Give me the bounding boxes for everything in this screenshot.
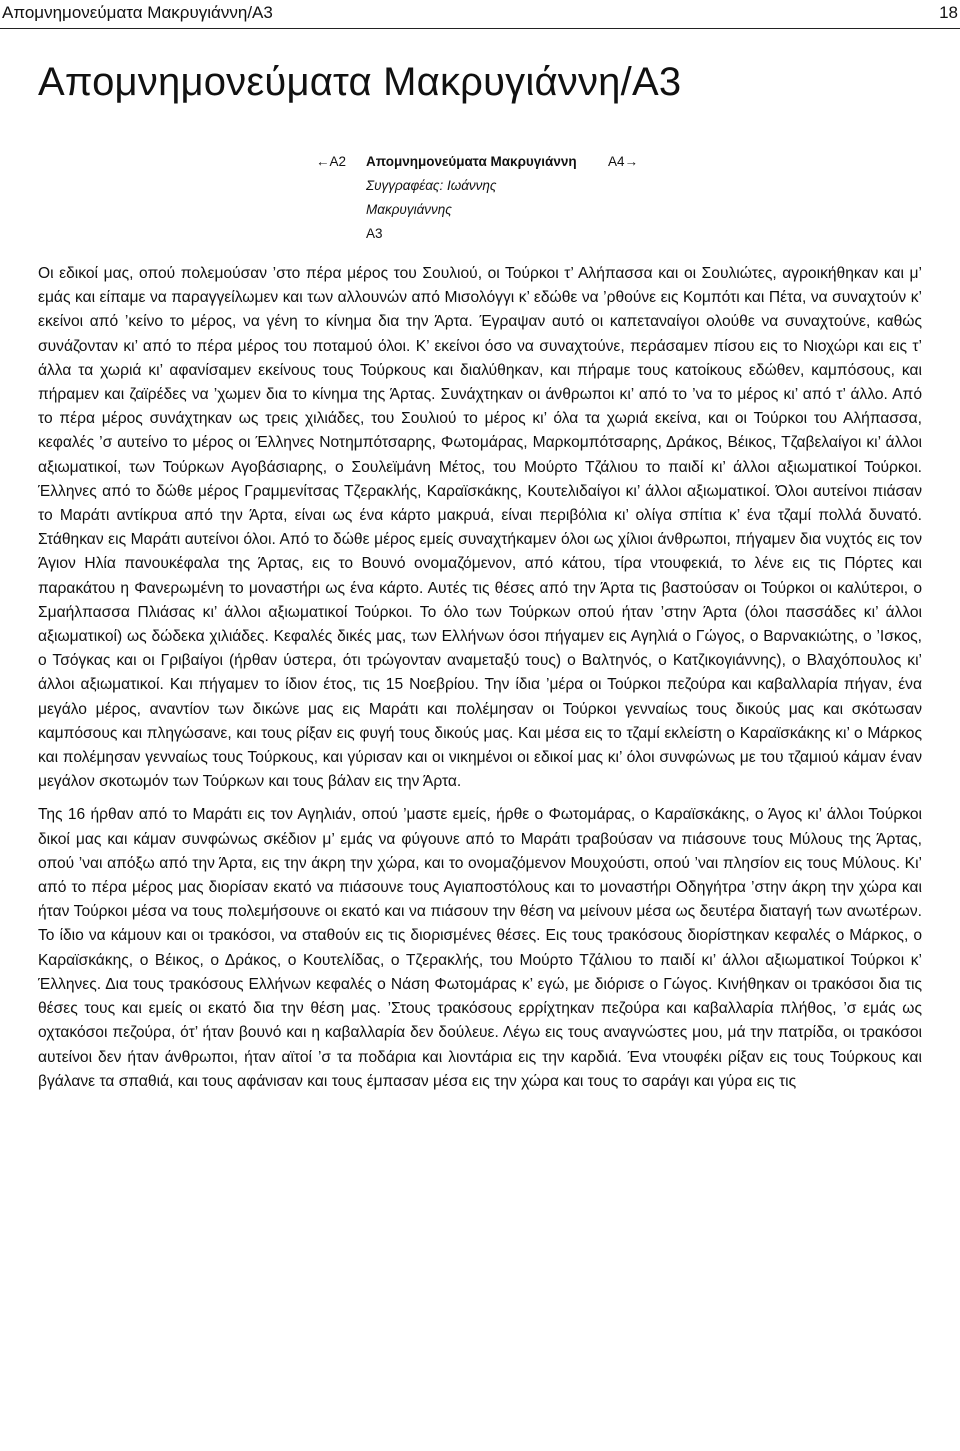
- work-title: Απομνημονεύματα Μακρυγιάννη: [366, 154, 577, 169]
- running-title: Απομνημονεύματα Μακρυγιάννη/Α3: [2, 3, 273, 22]
- next-chapter-link[interactable]: Α4→: [608, 154, 639, 169]
- page-title: Απομνημονεύματα Μακρυγιάννη/Α3: [38, 60, 682, 104]
- body-text: [38, 262, 922, 1103]
- author-label: Συγγραφέας: Ιωάννης: [366, 178, 497, 193]
- page-header: [0, 0, 960, 29]
- chapter-navigation: [316, 150, 716, 246]
- paragraph: Της 16 ήρθαν από το Μαράτι εις τον Αγηλιάν, οπού ’μαστε εμείς, ήρθε ο Φωτομάρας, ο Καραϊσκάκης, ο Άγος κι’ άλλοι Τούρκοι δικοί μας και κάμαν συνφώνως σκέδιον μ’ εμάς να φύγουνε από το Μαράτι τραβούσαν να πιάσουνε τους Μύλους της Άρτας, οπού ’ναι απόξω από την Άρτα, εις την άκρη την χώρα, και το ονομαζόμενον Μουχούστι, οπού ’ναι πλησίον εις τους Μύλους. Κι’ από το πέρα μέρος μας διορίσαν εκατό να πιάσουνε τους Αγιαποστόλους και το μοναστήρι Οδηγήτρα ’στην άκρη την χώρα και ήταν Τούρκοι μέσα να τους πολεμήσουνε οι εκατό και να πιάσουν την θέση να μείνουν μέσα ως δευτέρα διαταγή των ανωτέρων. Το ίδιο να κάμουν και οι τρακόσοι, να σταθούν εις τις διορισμένες θέσες. Εις τους τρακόσους διορίστηκαν κεφαλές ο Μάρκος, ο Καραϊσκάκης, ο Βέικος, ο Δράκος, ο Κουτελίδας, ο Τζερακλής, του Μούρτο Τζάλιου το παιδί κι’ άλλοι αξιωματικοί Τούρκοι κ’ Έλληνες. Δια τους τρακόσους Ελλήνων κεφαλές ο Νάση Φωτομάρας κ’ εγώ, με διόρισε ο Γώγος. Κινήθηκαν οι τρακόσοι δια τις θέσες τους και εμείς οι εκατό δια την θέση μας. ’Στους τρακόσους ερρίχτηκαν πεζούρα και καβαλλαρία πλήθος, ’σ εμάς ως οχτακόσοι πεζούρα, ότ’ ήταν βουνό και η καβαλλαρία δεν δούλευε. Λέγω εις τους αναγνώστες μου, μά την πατρίδα, οι τρακόσοι αυτείνοι δεν ήταν άνθρωποι, ήταν αϊτοί ’σ τα ποδάρια και λιοντάρια εις την καρδιά. Ένα ντουφέκι ρίξαν εις τους Τούρκους και βγάλανε τα σπαθιά, και τους αφάνισαν και τους έμπασαν μέσα εις την χώρα και τους το σαράγι και γύρα εις τις: [38, 806, 922, 1090]
- paragraph: Οι εδικοί μας, οπού πολεμούσαν ’στο πέρα μέρος του Σουλιού, οι Τούρκοι τ’ Αλήπασσα και οι Σουλιώτες, αγροικήθηκαν και μ’ εμάς και είπαμε να παραγγείλωμεν και των αλλουνών από Μισολόγγι κ’ εδώθε να ’ρθούνε εις Κομπότι και Πέτα, να συναχτούν κ’ εκείνοι από ’κείνο το μέρος, να γένη το κίνημα δια την Άρτα. Έγραψαν αυτό οι καπεταναίγοι ολούθε να συναχτούνε, καθώς συνάζονταν κι’ από το πέρα μέρος του ποταμού όλοι. Κ’ εκείνοι όσο να συναχτούνε, περάσαμεν πίσου εις το Νιοχώρι και εις τ’ άλλα τα χωριά κι’ αφανίσαμεν εκείνους τους Τούρκους και διαλύθηκαν, και πήραμε τους κατοίκους εδώθεν, καμπόσους, και πήραμεν και ζαϊρέδες να ’χωμεν δια το κίνημα της Άρτας. Συνάχτηκαν οι άνθρωποι κι’ από το ’να το μέρος κι’ από τ’ άλλο. Από το πέρα μέρος συνάχτηκαν ως τρεις χιλιάδες, του Σουλιού το μέρος κι’ όλα τα χωριά εκείνα, και οι Τούρκοι του Αλήπασσα, κεφαλές ’σ αυτείνο το μέρος οι Έλληνες Νοτημπότσαρης, Φωτομάρας, Μαρκομπότσαρης, Δράκος, Βέικος, Τζαβελαίγοι κι’ άλλοι αξιωματικοί, των Τούρκων Αγοβάσιαρης, ο Σουλεϊμάνη Μέτος, του Μούρτο Τζάλιου το παιδί κι’ άλλοι αξιωματικοί Τούρκοι. Έλληνες από το δώθε μέρος Γραμμενίτσας Τζερακλής, Καραϊσκάκης, Κουτελιδαίγοι κι’ άλλοι αξιωματικοί. Όλοι αυτείνοι πιάσαν το Μαράτι αντίκρυα από την Άρτα, είναι ως ένα κάρτο μακρυά, είναι περιβόλια κι’ ολίγα σπίτια κ’ ένα τζαμί πολλά δυνατό. Στάθηκαν εις Μαράτι αυτείνοι όλοι. Από το δώθε μέρος εμείς συναχτήκαμεν όλοι ως χίλιοι άνθρωποι, πήγαμεν δια νυχτός εις τον Άγιον Ηλία πανουκέφαλα της Άρτας, εις το Βουνό ονομαζόμενον, από κάτου, τίρα ντουφεκιά, το λένε εις τις Πόρτες και παρακάτου η Φανερωμένη το μοναστήρι ως ένα κάρτο. Αυτές τις θέσες από την Άρτα τις βαστούσαν οι Τούρκοι οι καλύτεροι, ο Σμαήλπασσα Πλιάσας κι’ άλλοι αξιωματικοί Τούρκοι. Το όλο των Τούρκων οπού ήταν ’στην Άρτα (όλοι πασσάδες κι’ άλλοι αξιωματικοί) ως δώδεκα χιλιάδες. Κεφαλές δικές μας, των Ελλήνων όσοι πήγαμεν εις Αγηλιά ο Γώγος, ο Βαρνακιώτης, ο ’Ισκος, ο Τσόγκας και οι Γριβαίγοι (ήρθαν ύστερα, ότι τρώγονταν αναμεταξύ τους) ο Βαλτηνός, ο Κατζικογιάννης), ο Βλαχόπουλος κι’ άλλοι αξιωματικοί. Και πήγαμεν το ίδιον έτος, τις 15 Νοεβρίου. Την ίδια ’μέρα οι Τούρκοι πεζούρα και καβαλλαρία πήγαν, ένα μεγάλο μέρος, αναντίον των δικώνε μας εις Μαράτι και πολέμησαν οι Τούρκοι γενναίως τους δικούς μας και σκότωσαν καμπόσους και πληγώσανε, και τους ρίξαν εις φυγή τους δικούς μας. Και μέσα εις το τζαμί εκλείστη ο Καραϊσκάκης κι’ ο Μάρκος και πολέμησαν γενναίως τους Τούρκους, και γύρισαν και οι νικημένοι οι εδικοί μας κι’ όλοι συνφώνως με του τζαμιού κάμαν έναν μεγάλον σκοτωμόν των Τούρκων και τους βάλαν εις την Άρτα.: [38, 265, 922, 791]
- page-number: 18: [939, 3, 958, 22]
- current-section: Α3: [366, 226, 383, 241]
- previous-chapter-link[interactable]: ←Α2: [316, 154, 347, 169]
- author-surname: Μακρυγιάννης: [366, 202, 452, 217]
